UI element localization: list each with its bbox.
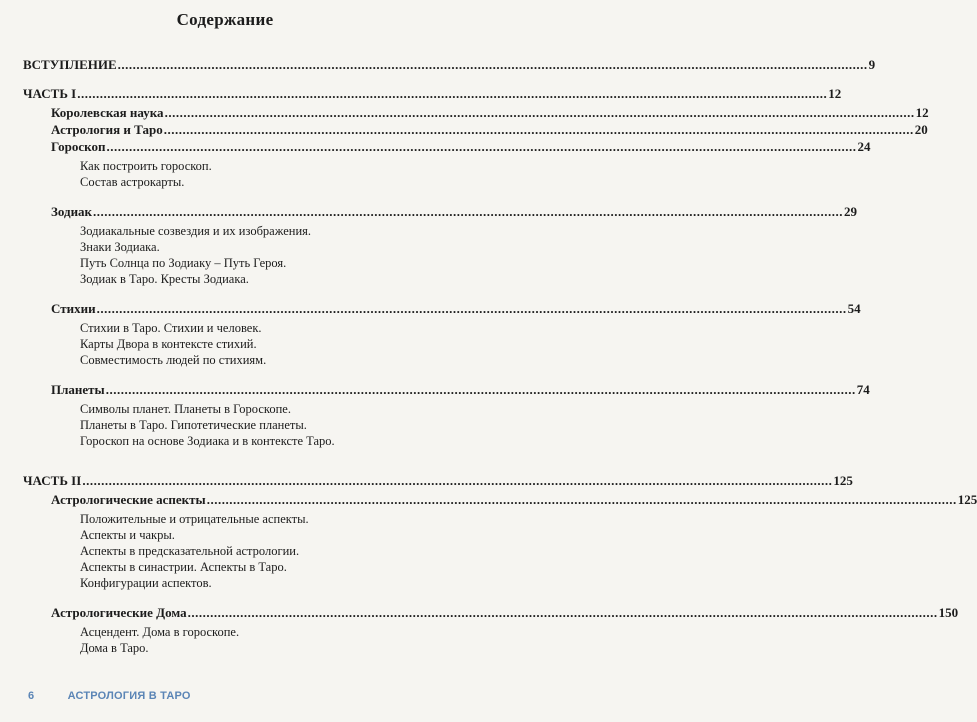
toc-entry-page: 12 (915, 105, 929, 120)
toc-entry-page: 29 (844, 204, 858, 219)
toc-subtopic: Положительные и отрицательные аспекты. (80, 512, 309, 526)
toc-part-entry (23, 86, 842, 101)
toc-entry-page: 20 (914, 122, 928, 137)
toc-part-entry (23, 473, 853, 488)
toc-subtopic: Планеты в Таро. Гипотетические планеты. (80, 418, 307, 432)
toc-subtopic: Аспекты в синастрии. Аспекты в Таро. (80, 560, 287, 574)
toc-subtopics (80, 511, 433, 591)
toc-subtopic: Стихии в Таро. Стихии и человек. (80, 321, 262, 335)
dot-leader: ........................................................................................................................................................................................................ (187, 605, 938, 620)
toc-chapter-entry (51, 204, 858, 219)
toc-entry-page: 150 (938, 605, 959, 620)
toc-entry-page: 125 (833, 473, 853, 488)
toc-part-entry (23, 57, 876, 72)
toc-entry-label: Королевская наука (51, 105, 164, 120)
toc-subtopic: Карты Двора в контексте стихий. (80, 337, 257, 351)
dot-leader: ........................................................................................................................................................................................................ (106, 139, 857, 154)
toc-entry-label: ВСТУПЛЕНИЕ (23, 57, 117, 72)
toc-chapter-entry (51, 301, 861, 316)
toc-subtopic: Путь Солнца по Зодиаку – Путь Героя. (80, 256, 287, 270)
dot-leader: ........................................................................................................................................................................................................ (82, 473, 833, 488)
toc-subtopics (80, 401, 433, 449)
toc-entry-label: Планеты (51, 382, 105, 397)
toc-subtopic: Дома в Таро. (80, 641, 149, 655)
toc-entry-label: Стихии (51, 301, 96, 316)
page-footer (28, 690, 191, 702)
toc-subtopic: Зодиак в Таро. Кресты Зодиака. (80, 272, 249, 286)
toc-subtopics (80, 158, 433, 190)
toc-entry-page: 125 (957, 492, 977, 507)
toc-chapter-entry (51, 105, 929, 120)
toc-subtopic: Символы планет. Планеты в Гороскопе. (80, 402, 291, 416)
toc-chapter-entry (51, 492, 977, 507)
toc-subtopic: Аспекты и чакры. (80, 528, 175, 542)
toc-chapter-entry (51, 122, 928, 137)
toc-entry-page: 12 (828, 86, 842, 101)
footer-book-title: АСТРОЛОГИЯ В ТАРО (67, 690, 191, 702)
toc-entry-label: ЧАСТЬ I (23, 86, 77, 101)
toc-subtopic: Как построить гороскоп. (80, 159, 212, 173)
toc-chapter-entry (51, 139, 871, 154)
toc-entry-label: ЧАСТЬ II (23, 473, 82, 488)
dot-leader: ........................................................................................................................................................................................................ (77, 86, 828, 101)
toc-subtopic: Асцендент. Дома в гороскопе. (80, 625, 240, 639)
toc-subtopics (80, 624, 433, 656)
toc-entry-page: 74 (856, 382, 870, 397)
toc-subtopic: Аспекты в предсказательной астрологии. (80, 544, 300, 558)
toc-chapter-entry (51, 382, 870, 397)
toc-subtopic: Совместимость людей по стихиям. (80, 353, 267, 367)
toc-subtopic: Конфигурации аспектов. (80, 576, 212, 590)
toc-subtopics (80, 223, 433, 287)
toc-entry-label: Астрологические Дома (51, 605, 187, 620)
toc-subtopic: Состав астрокарты. (80, 175, 185, 189)
dot-leader: ........................................................................................................................................................................................................ (117, 57, 868, 72)
toc-entry-page: 54 (847, 301, 861, 316)
toc-subtopic: Зодиакальные созвездия и их изображения. (80, 224, 312, 238)
dot-leader: ........................................................................................................................................................................................................ (96, 301, 847, 316)
toc-subtopic: Гороскоп на основе Зодиака и в контексте Таро. (80, 434, 335, 448)
toc-entry-page: 24 (857, 139, 871, 154)
toc-subtopic: Знаки Зодиака. (80, 240, 160, 254)
dot-leader: ........................................................................................................................................................................................................ (163, 122, 914, 137)
footer-page-number: 6 (28, 690, 35, 702)
toc-entry-label: Зодиак (51, 204, 93, 219)
page-title: Содержание (176, 10, 274, 29)
table-of-contents (23, 57, 977, 656)
toc-chapter-entry (51, 605, 959, 620)
dot-leader: ........................................................................................................................................................................................................ (105, 382, 856, 397)
toc-entry-label: Астрология и Таро (51, 122, 163, 137)
dot-leader: ........................................................................................................................................................................................................ (164, 105, 915, 120)
toc-entry-page: 9 (868, 57, 876, 72)
dot-leader: ........................................................................................................................................................................................................ (206, 492, 957, 507)
toc-entry-label: Гороскоп (51, 139, 106, 154)
dot-leader: ........................................................................................................................................................................................................ (93, 204, 844, 219)
toc-entry-label: Астрологические аспекты (51, 492, 206, 507)
toc-subtopics (80, 320, 433, 368)
